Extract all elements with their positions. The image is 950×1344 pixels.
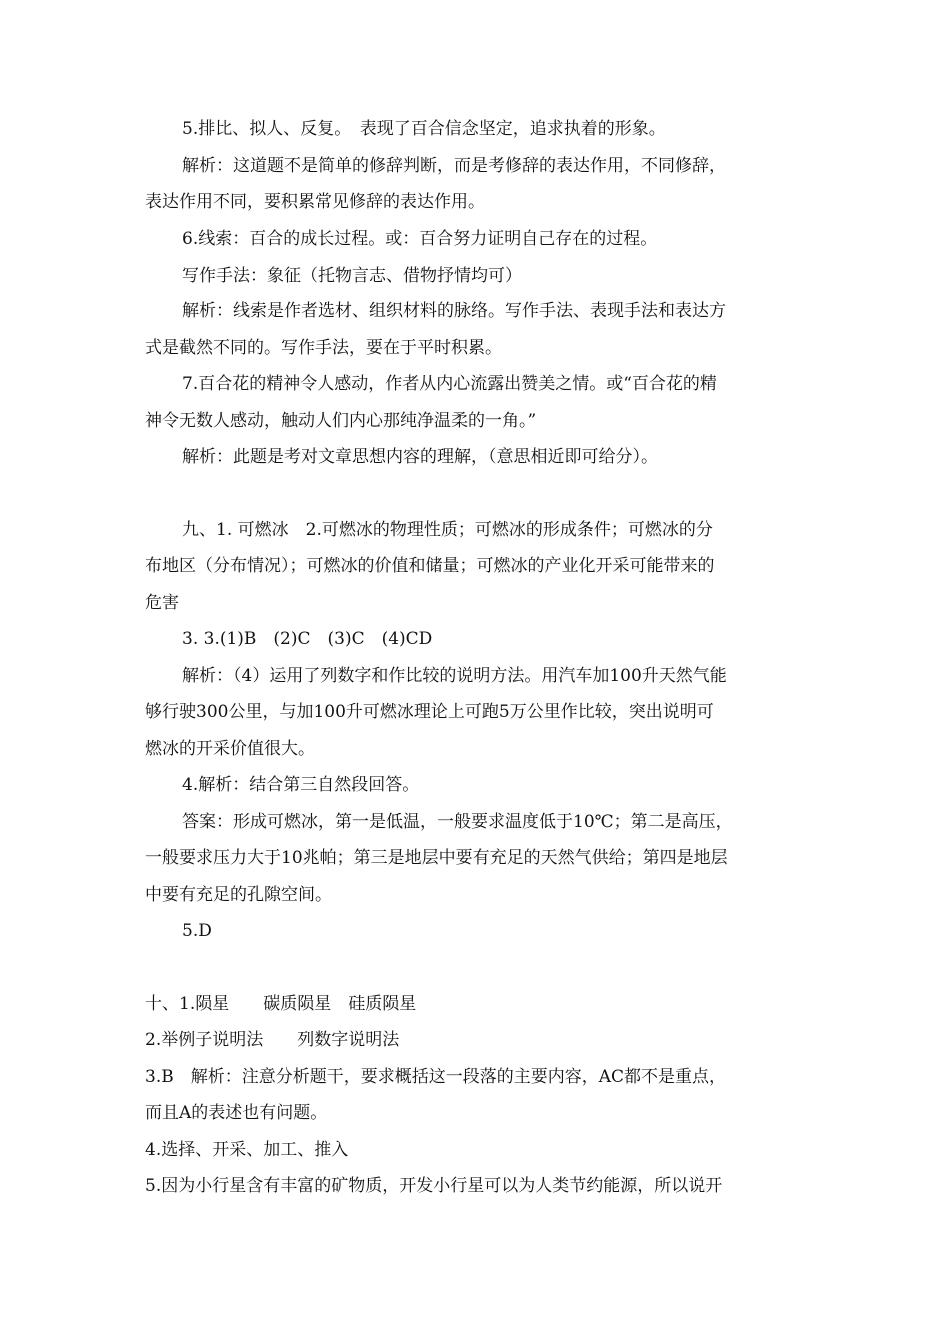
answer-7-line-1: 7.百合花的精神令人感动，作者从内心流露出赞美之情。或“百合花的精: [182, 374, 717, 394]
answer-6-clue: 6.线索：百合的成长过程。或：百合努力证明自己存在的过程。: [182, 229, 658, 249]
analysis-6-line-1: 解析：线索是作者选材、组织材料的脉络。写作手法、表现手法和表达方: [182, 301, 726, 321]
analysis-7: 解析：此题是考对文章思想内容的理解，（意思相近即可给分）。: [182, 447, 658, 467]
section-9-analysis-3-line-2: 够行驶300公里，与加100升可燃冰理论上可跑5万公里作比较，突出说明可: [145, 702, 714, 722]
answer-6-technique: 写作手法：象征（托物言志、借物抒情均可）: [182, 266, 522, 286]
section-9-answer-4-analysis: 4.解析：结合第三自然段回答。: [182, 775, 420, 795]
section-9-answer-5: 5.D: [182, 921, 212, 941]
section-10-answer-3-line-2: 而且A的表述也有问题。: [145, 1103, 328, 1123]
section-9-analysis-3-line-1: 解析：（4）运用了列数字和作比较的说明方法。用汽车加100升天然气能: [182, 666, 727, 686]
section-9-answer-4-line-1: 答案：形成可燃冰，第一是低温，一般要求温度低于10℃；第二是高压，: [182, 812, 733, 832]
section-9-answer-4-line-2: 一般要求压力大于10兆帕；第三是地层中要有充足的天然气供给；第四是地层: [145, 848, 728, 868]
section-10-answer-2: 2.举例子说明法 列数字说明法: [145, 1030, 400, 1050]
section-9-line-1: 九、1. 可燃冰 2.可燃冰的物理性质；可燃冰的形成条件；可燃冰的分: [182, 520, 713, 540]
section-9-answer-4-line-3: 中要有充足的孔隙空间。: [145, 885, 332, 905]
section-10-answer-3-line-1: 3.B 解析：注意分析题干，要求概括这一段落的主要内容，AC都不是重点，: [145, 1067, 726, 1087]
section-10-answer-4: 4.选择、开采、加工、推入: [145, 1140, 349, 1160]
section-10-answer-1: 十、1.陨星 碳质陨星 硅质陨星: [145, 994, 417, 1014]
section-9-line-2: 布地区（分布情况）；可燃冰的价值和储量；可燃冰的产业化开采可能带来的: [145, 556, 715, 576]
analysis-5-line-2: 表达作用不同，要积累常见修辞的表达作用。: [145, 192, 485, 212]
analysis-6-line-2: 式是截然不同的。写作手法，要在于平时积累。: [145, 338, 502, 358]
answer-5-rhetoric: 5.排比、拟人、反复。 表现了百合信念坚定，追求执着的形象。: [182, 119, 666, 139]
analysis-5-line-1: 解析：这道题不是简单的修辞判断，而是考修辞的表达作用，不同修辞，: [182, 156, 726, 176]
section-9-analysis-3-line-3: 燃冰的开采价值很大。: [145, 739, 315, 759]
section-9-answer-3: 3. 3.(1)B (2)C (3)C (4)CD: [182, 629, 433, 649]
section-9-line-3: 危害: [145, 593, 179, 613]
answer-7-line-2: 神令无数人感动，触动人们内心那纯净温柔的一角。”: [145, 411, 537, 431]
section-10-answer-5: 5.因为小行星含有丰富的矿物质，开发小行星可以为人类节约能源，所以说开: [145, 1176, 723, 1196]
